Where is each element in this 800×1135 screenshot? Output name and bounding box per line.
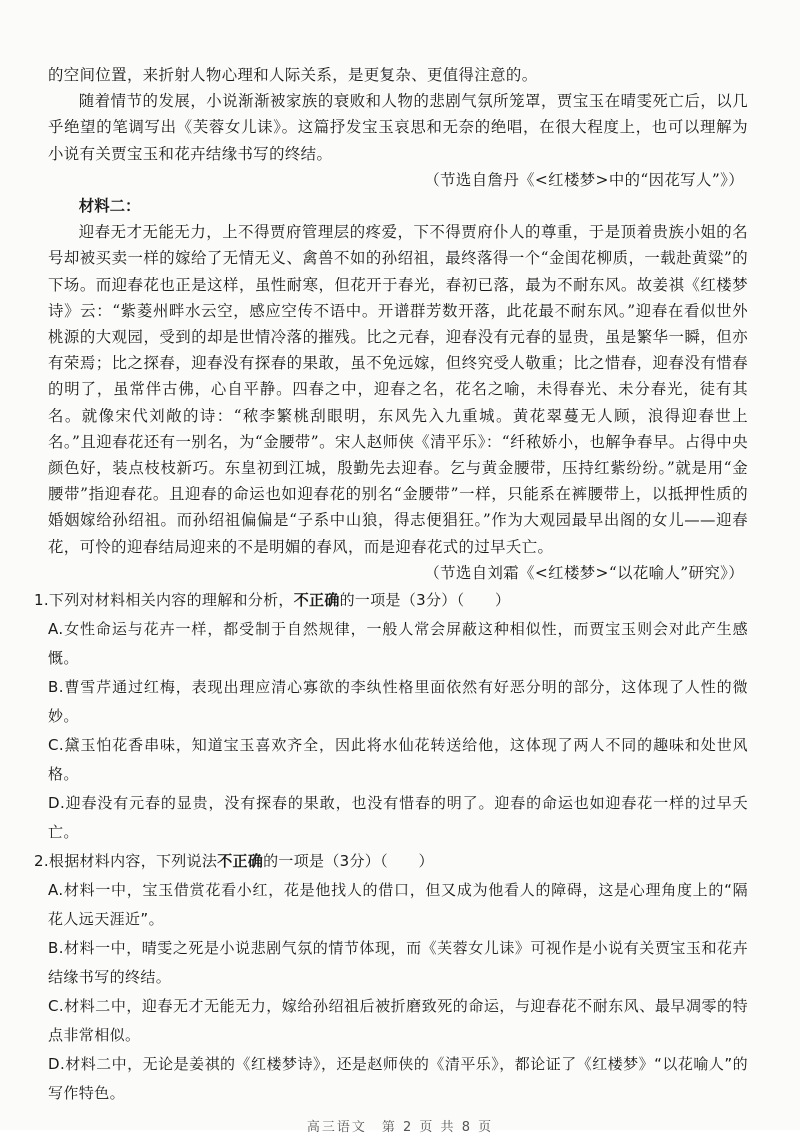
material1-paragraph: 随着情节的发展，小说渐渐被家族的衰败和人物的悲剧气氛所笼罩，贾宝玉在晴雯死亡后，以几乎绝望的笔调写出《芙蓉女儿诔》。这篇抒发宝玉哀思和无奈的绝唱，在很大程度上，也可以理解为小说有关贾宝玉和花卉结缘书写的终结。 xyxy=(48,92,748,163)
question-1-stem-bold: 不正确 xyxy=(293,591,340,610)
material1-tail-line: 的空间位置，来折射人物心理和人际关系，是更复杂、更值得注意的。 xyxy=(48,66,538,84)
question-1-stem-suffix: 的一项是（3分）（ ） xyxy=(339,591,511,610)
material1-source: （节选自詹丹《<红楼梦>中的“因花写人”》） xyxy=(424,170,744,189)
question-1-option-a: A.女性命运与花卉一样，都受制于自然规律，一般人常会屏蔽这种相似性，而贾宝玉则会对此产生感慨。 xyxy=(48,620,748,668)
page-footer: 高三语文 第 2 页 共 8 页 xyxy=(306,1120,494,1135)
question-2-stem-prefix: 2.根据材料内容，下列说法 xyxy=(34,852,218,871)
question-2-option-b: B.材料一中，晴雯之死是小说悲剧气氛的情节体现，而《芙蓉女儿诔》可视作是小说有关贾宝玉和花卉结缘书写的终结。 xyxy=(48,939,748,987)
question-1-option-d: D.迎春没有元春的显贵，没有探春的果敢，也没有惜春的明了。迎春的命运也如迎春花一样的过早夭亡。 xyxy=(48,794,748,842)
material2-source: （节选自刘霜《<红楼梦>“以花喻人”研究》） xyxy=(424,563,744,582)
question-2-option-c: C.材料二中，迎春无才无能无力，嫁给孙绍祖后被折磨致死的命运，与迎春花不耐东风、最早凋零的特点非常相似。 xyxy=(48,997,748,1045)
question-1-stem-prefix: 1.下列对材料相关内容的理解和分析， xyxy=(34,591,294,610)
question-1 xyxy=(34,586,748,847)
material2-heading: 材料二： xyxy=(78,197,141,216)
question-2-stem xyxy=(34,847,748,876)
question-1-option-c: C.黛玉怕花香串味，知道宝玉喜欢齐全，因此将水仙花转送给他，这体现了两人不同的趣味和处世风格。 xyxy=(48,736,748,784)
question-1-stem xyxy=(34,586,748,615)
question-2 xyxy=(34,847,748,1108)
question-2-option-d: D.材料二中，无论是姜祺的《红楼梦诗》，还是赵师侠的《清平乐》，都论证了《红楼梦》“以花喻人”的写作特色。 xyxy=(48,1055,748,1103)
question-2-stem-suffix: 的一项是（3分）（ ） xyxy=(263,852,434,871)
question-2-option-a: A.材料一中，宝玉借赏花看小红，花是他找人的借口，但又成为他看人的障碍，这是心理角度上的“隔花人远天涯近”。 xyxy=(48,881,748,929)
page-content xyxy=(34,62,748,1108)
question-2-stem-bold: 不正确 xyxy=(217,852,264,871)
material2-paragraph: 迎春无才无能无力，上不得贾府管理层的疼爱，下不得贾府仆人的尊重，于是顶着贵族小姐的名号却被买卖一样的嫁给了无情无义、禽兽不如的孙绍祖，最终落得一个“金闺花柳质，一载赴黄粱”的下场。而迎春花也正是这样，虽性耐寒，但花开于春光，春初已落，最为不耐东风。故姜祺《红楼梦诗》云：“紫菱州畔水云空，感应空传不语中。开谱群芳数开落，此花最不耐东风。”迎春在看似世外桃源的大观园，受到的却是世情冷落的摧残。比之元春，迎春没有元春的显贵，虽是繁华一瞬，但亦有荣焉；比之探春，迎春没有探春的果敢，虽不免远嫁，但终究受人敬重；比之惜春，迎春没有惜春的明了，虽常伴古佛，心自平静。四春之中，迎春之名，花名之喻，未得春光、未分春光，徒有其名。就像宋代刘敞的诗：“秾李繁桃刮眼明，东风先入九重城。黄花翠蔓无人顾，浪得迎春世上名。”且迎春花还有一别名，为“金腰带”。宋人赵师侠《清平乐》：“纤秾娇小，也解争春早。占得中央颜色好，装点枝枝新巧。东皇初到江城，殷勤先去迎春。乞与黄金腰带，压持红紫纷纷。”就是用“金腰带”指迎春花。且迎春的命运也如迎春花的别名“金腰带”一样，只能系在裤腰带上，以抵押性质的婚姻嫁给孙绍祖。而孙绍祖偏偏是“子系中山狼，得志便猖狂。”作为大观园最早出阁的女儿——迎春花，可怜的迎春结局迎来的不是明媚的春风，而是迎春花式的过早夭亡。 xyxy=(48,223,748,556)
question-1-option-b: B.曹雪芹通过红梅，表现出理应清心寡欲的李纨性格里面依然有好恶分明的部分，这体现了人性的微妙。 xyxy=(48,678,748,726)
